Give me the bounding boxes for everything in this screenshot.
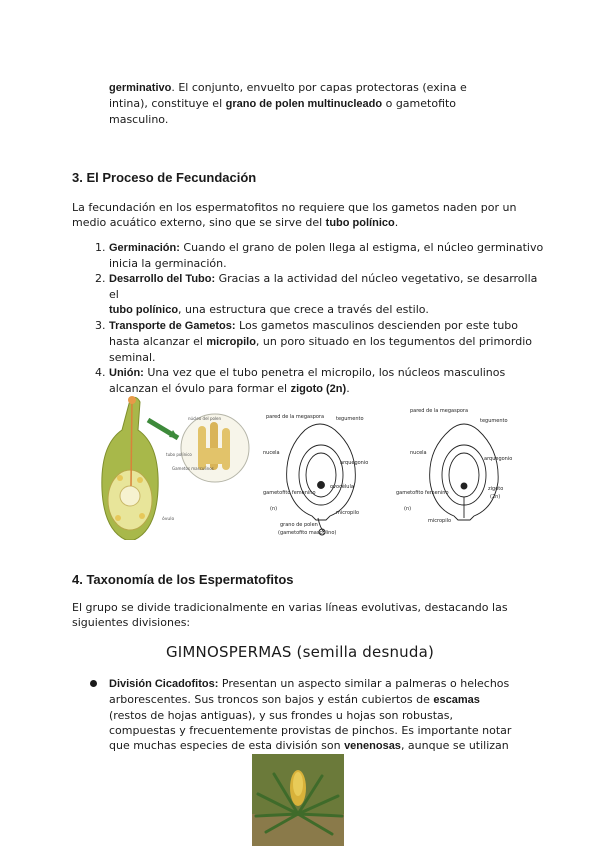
text-run: , aunque se utilizan [400, 739, 509, 752]
bold-text: tubo polínico [325, 217, 395, 229]
label-diploid: (2n) [490, 494, 501, 500]
label-micropyle: micropilo [336, 510, 360, 516]
fecundation-figure [100, 390, 520, 540]
label-integument: tegumento [336, 416, 364, 422]
label-ovule: óvulo [162, 517, 175, 522]
section-3-paragraph [72, 200, 532, 231]
bold-text: zigoto (2n) [290, 383, 347, 395]
label-pollen-grain: grano de polen [280, 522, 318, 528]
bullet-text [109, 676, 519, 754]
bullet-icon [90, 680, 97, 687]
text-run: . [394, 216, 399, 229]
label-nucellus: nucela [263, 450, 280, 456]
text-run: (restos de hojas antiguas), y sus frondes u hojas son robustas, compuestas y frecuentemente provistas de pinchos. Es importante notar que muchas especies de esta división son [109, 709, 512, 752]
bold-text: germinativo [109, 82, 172, 94]
label-male-gametes: Gametos masculinos [172, 466, 214, 471]
label-archegonium: arquegonio [340, 460, 369, 466]
bold-text: Desarrollo del Tubo: [109, 273, 216, 285]
label-pollen-tube: tubo polínico [166, 452, 192, 457]
label-zygote: zigoto [488, 486, 504, 492]
bold-text: grano de polen multinucleado [225, 98, 383, 110]
text-run: Los gametos masculinos descienden por este tubo hasta alcanzar el [109, 319, 519, 348]
text-run: Cuando el grano de polen llega al estigma, el núcleo germinativo inicia la germinación. [109, 241, 544, 270]
bold-text: División Cicadofitos: [109, 678, 219, 690]
fecundation-steps-list [72, 240, 549, 397]
text-run: La fecundación en los espermatofitos no requiere que los gametos naden por un medio acuático externo, sino que se sirve del [72, 201, 517, 229]
label-female-gametophyte: gametofito femenino [396, 490, 449, 496]
bold-text: escamas [433, 694, 480, 706]
text-run: . El conjunto, envuelto por capas protectoras (exina e intina), constituye el [109, 81, 467, 110]
text-run: , un poro situado en los tegumentos del primordio seminal. [109, 335, 533, 364]
list-item [109, 271, 549, 318]
bold-text: tubo polínico [109, 304, 179, 316]
section-4-heading: 4. Taxonomía de los Espermatofitos [72, 572, 294, 587]
text-run: Una vez que el tubo penetra el micropilo, los núcleos masculinos alcanzan el óvulo para formar el [109, 366, 506, 395]
label-pollen-nucleus: núcleo del polen [188, 416, 222, 421]
label-megaspore-wall: pared de la megaspora [410, 408, 469, 414]
bold-text: Transporte de Gametos: [109, 320, 236, 332]
text-run: . [346, 382, 350, 395]
text-run: Gracias a la actividad del núcleo vegetativo, se desarrolla el [109, 272, 538, 301]
bold-text: Unión: [109, 367, 144, 379]
label-egg-cell: ovocélula [330, 484, 354, 490]
label-nucellus: nucela [410, 450, 427, 456]
label-male-gametophyte: (gametofito masculino) [278, 530, 337, 536]
list-item [109, 240, 549, 271]
pollen-tube-closeup [181, 414, 249, 482]
gymnosperms-title: GIMNOSPERMAS (semilla desnuda) [165, 643, 435, 661]
text-run: , una estructura que crece a través del estilo. [178, 303, 429, 316]
cycad-photo [252, 754, 344, 846]
ovule-diagram-before [287, 424, 356, 535]
section-3-heading: 3. El Proceso de Fecundación [72, 170, 257, 185]
intro-paragraph [109, 80, 489, 128]
label-archegonium: arquegonio [484, 456, 513, 462]
label-female-gametophyte: gametofito femenino [263, 490, 316, 496]
bold-text: Germinación: [109, 242, 180, 254]
label-haploid: (n) [270, 506, 278, 512]
label-haploid: (n) [404, 506, 412, 512]
bold-text: micropilo [206, 336, 256, 348]
label-micropyle: micropilo [428, 518, 452, 524]
label-megaspore-wall: pared de la megaspora [266, 414, 325, 420]
bold-text: venenosas [344, 740, 401, 752]
label-integument: tegumento [480, 418, 508, 424]
section-4-paragraph: El grupo se divide tradicionalmente en varias líneas evolutivas, destacando las siguientes divisiones: [72, 601, 508, 629]
ovule-diagram-after [430, 424, 499, 520]
list-item [109, 318, 549, 365]
text-run: o gametofito masculino. [109, 97, 457, 126]
text-run: Presentan un aspecto similar a palmeras o helechos arborescentes. Sus troncos son bajos y están cubiertos de [109, 677, 510, 706]
